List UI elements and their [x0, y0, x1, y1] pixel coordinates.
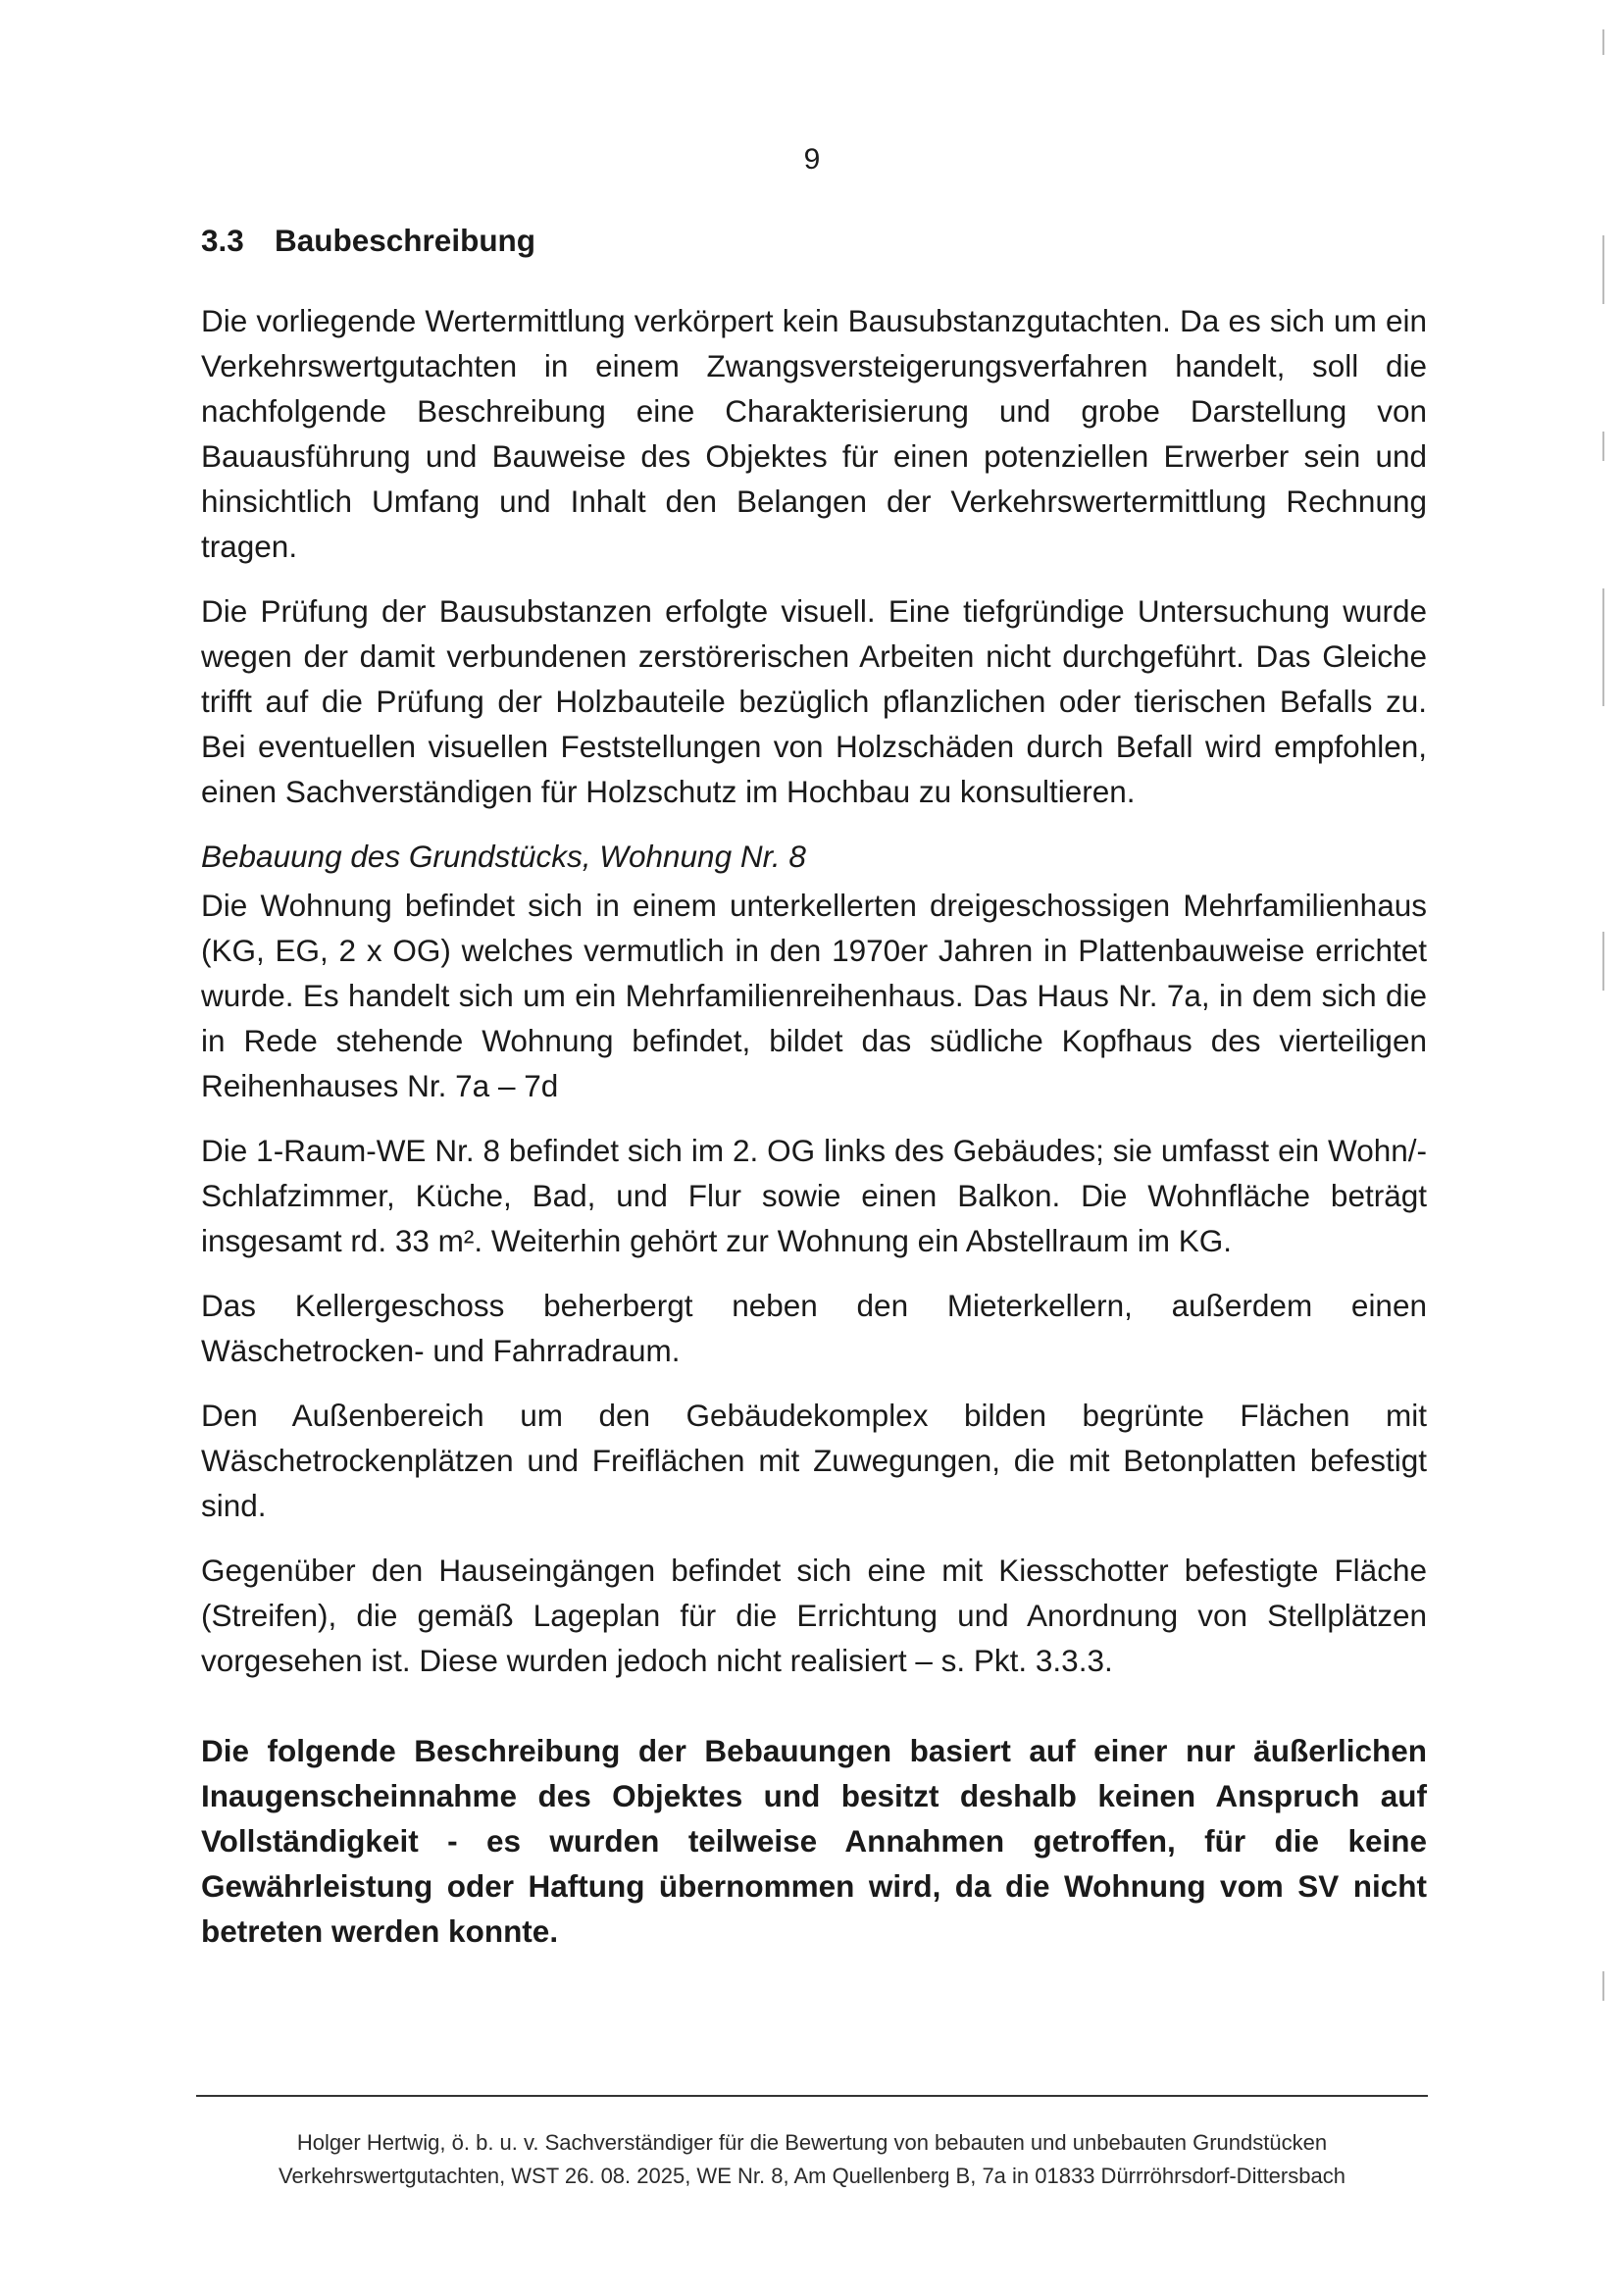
scan-mark	[1602, 588, 1604, 706]
scan-mark	[1602, 1971, 1604, 2001]
scan-edge-marks	[1602, 0, 1606, 2293]
document-body	[201, 218, 1427, 1973]
scan-mark	[1602, 432, 1604, 461]
section-number: 3.3	[201, 223, 244, 258]
subheading-bebauung: Bebauung des Grundstücks, Wohnung Nr. 8	[201, 839, 806, 874]
scan-mark	[1602, 932, 1604, 991]
paragraph-parking: Gegenüber den Hauseingängen befindet sich eine mit Kiesschotter befestigte Fläche (Streifen), die gemäß Lageplan für die Errichtung und Anordnung von Stellplätzen vorgesehen ist. Diese wurden jedoch nicht realisiert – s. Pkt. 3.3.3.	[201, 1553, 1427, 1678]
paragraph-building: Die Wohnung befindet sich in einem unterkellerten dreigeschossigen Mehrfamilienhaus (KG, EG, 2 x OG) welches vermutlich in den 1970er Jahren in Plattenbauweise errichtet wurde. Es handelt sich um ein Mehrfamilienreihenhaus. Das Haus Nr. 7a, in dem sich die in Rede stehende Wohnung befindet, bildet das südliche Kopfhaus des vierteiligen Reihenhauses Nr. 7a – 7d	[201, 888, 1427, 1103]
paragraph-apartment: Die 1-Raum-WE Nr. 8 befindet sich im 2. OG links des Gebäudes; sie umfasst ein Wohn/-Schlafzimmer, Küche, Bad, und Flur sowie einen Balkon. Die Wohnfläche beträgt insgesamt rd. 33 m². Weiterhin gehört zur Wohnung ein Abstellraum im KG.	[201, 1133, 1427, 1258]
page-number: 9	[803, 143, 821, 176]
page-footer	[0, 2126, 1624, 2193]
paragraph-basement: Das Kellergeschoss beherbergt neben den Mieterkellern, außerdem einen Wäschetrocken- und Fahrradraum.	[201, 1288, 1427, 1368]
footer-line-1: Holger Hertwig, ö. b. u. v. Sachverständiger für die Bewertung von bebauten und unbebauten Grundstücken	[296, 2130, 1328, 2155]
paragraph-intro: Die vorliegende Wertermittlung verkörpert kein Bausubstanzgutachten. Da es sich um ein Verkehrswertgutachten in einem Zwangsversteigerungsverfahren handelt, soll die nachfolgende Beschreibung eine Charakterisierung und grobe Darstellung von Bauausführung und Bauweise des Objektes für einen potenziellen Erwerber sein und hinsichtlich Umfang und Inhalt den Belangen der Verkehrswertermittlung Rechnung tragen.	[201, 303, 1427, 564]
footer-divider	[196, 2095, 1428, 2097]
scan-mark	[1602, 29, 1604, 55]
disclaimer-note: Die folgende Beschreibung der Bebauungen basiert auf einer nur äußerlichen Inaugenscheinnahme des Objektes und besitzt deshalb keinen Anspruch auf Vollständigkeit - es wurden teilweise Annahmen getroffen, für die keine Gewährleistung oder Haftung übernommen wird, da die Wohnung vom SV nicht betreten werden konnte.	[201, 1733, 1427, 1949]
paragraph-outdoor: Den Außenbereich um den Gebäudekomplex bilden begrünte Flächen mit Wäschetrockenplätzen und Freiflächen mit Zuwegungen, die mit Betonplatten befestigt sind.	[201, 1398, 1427, 1523]
section-title: Baubeschreibung	[275, 223, 536, 258]
scan-mark	[1602, 235, 1604, 304]
section-heading	[201, 218, 1427, 263]
paragraph-inspection: Die Prüfung der Bausubstanzen erfolgte visuell. Eine tiefgründige Untersuchung wurde wegen der damit verbundenen zerstörerischen Arbeiten nicht durchgeführt. Das Gleiche trifft auf die Prüfung der Holzbauteile bezüglich pflanzlichen oder tierischen Befalls zu. Bei eventuellen visuellen Feststellungen von Holzschäden durch Befall wird empfohlen, einen Sachverständigen für Holzschutz im Hochbau zu konsultieren.	[201, 593, 1427, 809]
footer-line-2: Verkehrswertgutachten, WST 26. 08. 2025, WE Nr. 8, Am Quellenberg B, 7a in 01833 Dürrröhrsdorf-Dittersbach	[279, 2164, 1345, 2188]
